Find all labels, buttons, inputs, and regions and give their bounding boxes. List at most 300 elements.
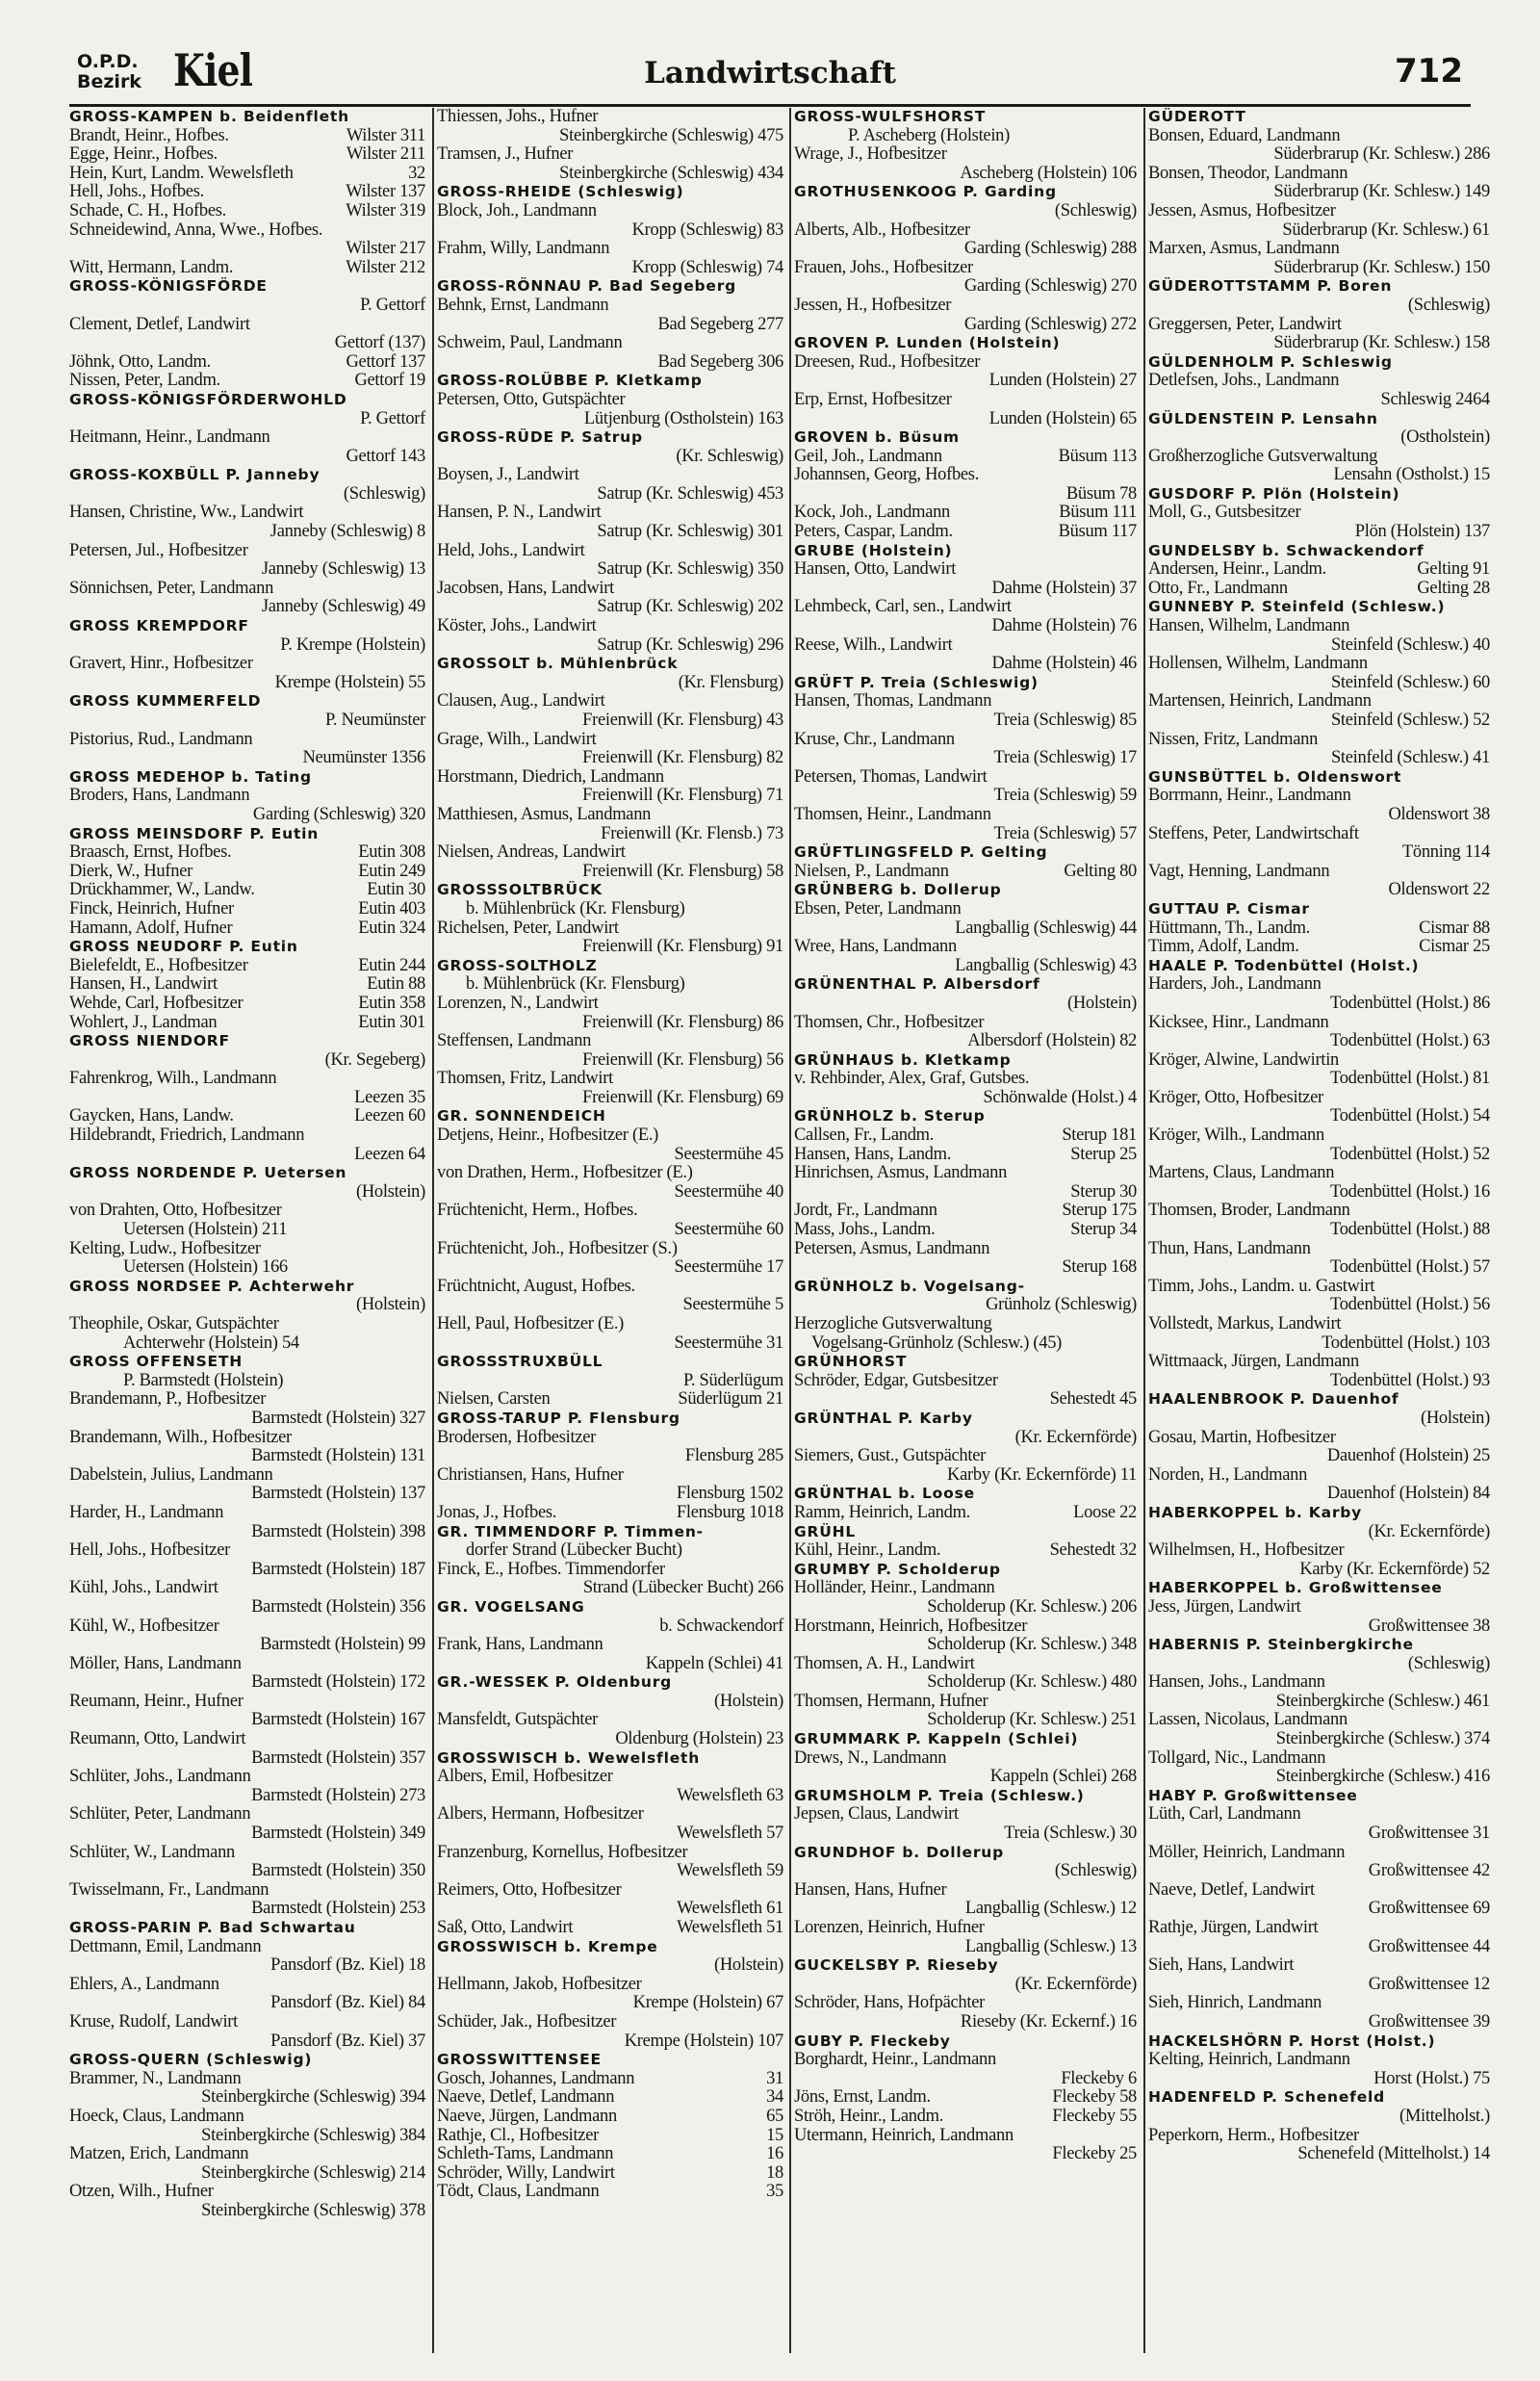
entry-location-phone: Freienwill (Kr. Flensburg) 69 — [578, 1089, 783, 1108]
entry-line — [794, 1258, 1139, 1278]
entry-text: Egge, Heinr., Hofbes. — [69, 145, 218, 165]
entry-text: GRÜNHOLZ b. Sterup — [794, 1107, 986, 1126]
entry-text: GROTHUSENKOOG P. Garding — [794, 183, 1057, 201]
entry-text: Drews, N., Landmann — [794, 1748, 947, 1768]
entry-location-phone: Albersdorf (Holstein) 82 — [963, 1032, 1137, 1051]
entry-text: Schüder, Jak., Hofbesitzer — [437, 2012, 617, 2032]
entry-line — [437, 259, 785, 278]
entry-line — [69, 410, 427, 429]
entry-line — [69, 655, 427, 674]
entry-line — [794, 2051, 1139, 2070]
entry-text: Lorenzen, N., Landwirt — [437, 994, 599, 1013]
entry-line — [1148, 938, 1492, 957]
entry-location-phone: (Kr. Schleswig) — [672, 448, 783, 467]
entry-text: GROSS NORDENDE P. Uetersen — [69, 1164, 347, 1182]
place-heading — [437, 1410, 785, 1429]
entry-line — [69, 1636, 427, 1655]
entry-line — [437, 1636, 785, 1655]
place-heading — [69, 825, 427, 844]
entry-line — [794, 1862, 1139, 1881]
entry-line — [1148, 1956, 1492, 1976]
entry-text: Dierk, W., Hufner — [69, 862, 192, 881]
entry-location-phone: Barmstedt (Holstein) 349 — [247, 1825, 425, 1844]
place-heading — [1148, 768, 1492, 788]
entry-text: Tödt, Claus, Landmann — [437, 2183, 600, 2202]
place-heading — [1148, 598, 1492, 617]
entry-text: Herzogliche Gutsverwaltung — [794, 1315, 992, 1333]
entry-line — [69, 1730, 427, 1749]
entry-text: Reumann, Heinr., Hufner — [69, 1692, 244, 1711]
entry-line — [1148, 240, 1492, 259]
entry-line — [794, 1334, 1139, 1354]
entry-location-phone: Dauenhof (Holstein) 25 — [1323, 1447, 1490, 1466]
entry-location-phone: Pansdorf (Bz. Kiel) 37 — [267, 2032, 425, 2052]
entry-location-phone: Barmstedt (Holstein) 99 — [256, 1636, 425, 1655]
entry-text: Uetersen (Holstein) 166 — [123, 1258, 288, 1278]
entry-location-phone: Scholderup (Kr. Schlesw.) 206 — [923, 1598, 1137, 1618]
place-heading — [1148, 542, 1492, 561]
entry-location-phone: Großwittensee 39 — [1365, 2013, 1490, 2032]
entry-line — [437, 1561, 785, 1580]
entry-text: Brammer, N., Landmann — [69, 2069, 242, 2088]
entry-line — [794, 202, 1139, 221]
entry-location-phone: Lunden (Holstein) 27 — [986, 372, 1137, 391]
entry-line — [794, 240, 1139, 259]
entry-line — [437, 1956, 785, 1976]
entry-location-phone: Großwittensee 38 — [1365, 1618, 1490, 1637]
entry-location-phone: Süderbrarup (Kr. Schlesw.) 61 — [1278, 221, 1490, 241]
entry-line — [69, 731, 427, 750]
entry-location-phone: Großwittensee 12 — [1365, 1976, 1490, 1995]
entry-line — [1148, 1976, 1492, 1995]
entry-location-phone: Barmstedt (Holstein) 137 — [247, 1485, 425, 1504]
entry-location-phone: Todenbüttel (Holst.) 81 — [1326, 1070, 1490, 1089]
entry-text: Schade, C. H., Hofbes. — [69, 201, 226, 220]
entry-location-phone: Dahme (Holstein) 46 — [988, 655, 1137, 674]
entry-line — [794, 995, 1139, 1014]
entry-text: Mansfeldt, Gutspächter — [437, 1711, 599, 1730]
entry-line — [437, 1372, 785, 1391]
entry-text: Thomsen, Hermann, Hufner — [794, 1692, 988, 1711]
entry-text: Kröger, Otto, Hofbesitzer — [1148, 1088, 1323, 1107]
place-heading — [794, 975, 1139, 995]
district-city: Kiel — [173, 44, 253, 96]
entry-text: Block, Joh., Landmann — [437, 201, 597, 220]
entry-line — [437, 1693, 785, 1712]
entry-text: Gosch, Johannes, Landmann — [437, 2069, 635, 2088]
entry-text: Wree, Hans, Landmann — [794, 938, 957, 957]
entry-line — [794, 259, 1139, 278]
entry-location-phone: Satrup (Kr. Schleswig) 350 — [593, 560, 783, 580]
entry-line — [794, 1202, 1139, 1221]
entry-location-phone: Scholderup (Kr. Schlesw.) 251 — [923, 1711, 1137, 1730]
entry-line — [437, 542, 785, 561]
entry-location-phone: Todenbüttel (Holst.) 86 — [1326, 995, 1490, 1014]
entry-location-phone: Garding (Schleswig) 270 — [961, 277, 1137, 297]
entry-location-phone: 16 — [762, 2145, 783, 2164]
entry-location-phone: Eutin 30 — [363, 881, 425, 900]
place-heading — [794, 1051, 1139, 1071]
entry-line — [69, 712, 427, 731]
entry-line — [1148, 1598, 1492, 1618]
entry-line — [437, 712, 785, 731]
entry-line — [437, 2013, 785, 2032]
entry-line — [69, 1014, 427, 1033]
entry-text: GRUMMARK P. Kappeln (Schlei) — [794, 1730, 1079, 1748]
entry-location-phone: Sterup 25 — [1066, 1146, 1137, 1165]
entry-line — [69, 504, 427, 523]
entry-line — [1148, 334, 1492, 353]
entry-text: Twisselmann, Fr., Landmann — [69, 1880, 270, 1900]
entry-line — [437, 391, 785, 410]
entry-line — [1148, 165, 1492, 184]
entry-line — [1148, 466, 1492, 485]
entry-line — [794, 825, 1139, 844]
entry-text: Köster, Johs., Landwirt — [437, 617, 597, 636]
entry-location-phone: Horst (Holst.) 75 — [1370, 2070, 1490, 2089]
entry-location-phone: Steinbergkirche (Schleswig) 475 — [555, 127, 783, 146]
entry-line — [437, 523, 785, 542]
entry-line — [437, 2070, 785, 2089]
entry-text: Hansen, Wilhelm, Landmann — [1148, 617, 1350, 636]
entry-line — [69, 1881, 427, 1901]
entry-location-phone: Freienwill (Kr. Flensburg) 86 — [578, 1014, 783, 1033]
entry-line — [437, 1862, 785, 1881]
entry-location-phone: Steinbergkirche (Schlesw.) 416 — [1272, 1768, 1490, 1787]
entry-line — [1148, 1164, 1492, 1183]
entry-line — [437, 1126, 785, 1146]
entry-line — [1148, 259, 1492, 278]
entry-text: Rathje, Jürgen, Landwirt — [1148, 1919, 1319, 1937]
entry-line — [794, 1673, 1139, 1693]
entry-line — [437, 1164, 785, 1183]
place-heading — [794, 1844, 1139, 1863]
entry-line — [437, 1787, 785, 1806]
entry-location-phone: 15 — [762, 2127, 783, 2146]
entry-location-phone: Garding (Schleswig) 320 — [249, 806, 425, 825]
entry-location-phone: Barmstedt (Holstein) 356 — [247, 1598, 425, 1618]
entry-location-phone: Fleckeby 58 — [1048, 2088, 1137, 2108]
entry-text: GRÜFTLINGSFELD P. Gelting — [794, 843, 1048, 862]
entry-text: GRÜNTHAL b. Loose — [794, 1485, 975, 1503]
entry-line — [1148, 428, 1492, 448]
entry-line — [69, 1862, 427, 1881]
entry-line — [1148, 448, 1492, 467]
entry-location-phone: (Holstein) — [352, 1296, 425, 1315]
entry-location-phone: Gettorf 19 — [350, 372, 425, 391]
entry-text: Reimers, Otto, Hofbesitzer — [437, 1880, 622, 1900]
entry-line — [69, 1938, 427, 1957]
entry-line — [69, 2127, 427, 2146]
entry-line — [794, 1146, 1139, 1165]
entry-line — [1148, 1183, 1492, 1203]
entry-text: Holländer, Heinr., Landmann — [794, 1579, 995, 1598]
entry-line — [794, 1221, 1139, 1240]
entry-location-phone: Schenefeld (Mittelholst.) 14 — [1294, 2145, 1490, 2164]
place-heading — [794, 1787, 1139, 1806]
place-heading — [794, 674, 1139, 693]
entry-line — [437, 1900, 785, 1919]
entry-line — [1148, 1938, 1492, 1957]
entry-line — [794, 297, 1139, 316]
entry-line — [69, 183, 427, 202]
entry-location-phone: 18 — [762, 2164, 783, 2184]
entry-line — [1148, 1994, 1492, 2013]
entry-text: Naeve, Detlef, Landwirt — [1148, 1880, 1315, 1900]
entry-text: Möller, Heinrich, Landmann — [1148, 1843, 1346, 1862]
entry-text: Erp, Ernst, Hofbesitzer — [794, 390, 952, 409]
entry-text: Frahm, Willy, Landmann — [437, 240, 610, 259]
entry-line — [69, 1523, 427, 1542]
entry-text: Kröger, Alwine, Landwirtin — [1148, 1050, 1339, 1070]
place-heading — [1148, 108, 1492, 127]
entry-location-phone: Freienwill (Kr. Flensburg) 43 — [578, 712, 783, 731]
entry-text: Reese, Wilh., Landwirt — [794, 635, 953, 655]
place-heading — [1148, 2088, 1492, 2108]
entry-location-phone: Todenbüttel (Holst.) 88 — [1326, 1221, 1490, 1240]
entry-text: GROSS-SOLTHOLZ — [437, 956, 598, 974]
entry-line — [437, 1541, 785, 1561]
entry-location-phone: Flensburg 285 — [681, 1447, 783, 1466]
entry-line — [437, 1089, 785, 1108]
entry-line — [1148, 580, 1492, 599]
entry-line — [69, 1051, 427, 1071]
entry-text: Petersen, Otto, Gutspächter — [437, 390, 626, 409]
entry-text: GRÜNHOLZ b. Vogelsang- — [794, 1277, 1025, 1295]
entry-line — [794, 145, 1139, 165]
place-heading — [1148, 353, 1492, 373]
entry-line — [69, 448, 427, 467]
entry-line — [69, 202, 427, 221]
entry-text: HABERNIS P. Steinbergkirche — [1148, 1636, 1414, 1654]
entry-text: GROSS-ROLÜBBE P. Kletkamp — [437, 372, 703, 390]
entry-text: GROSSWISCH b. Wewelsfleth — [437, 1748, 701, 1767]
entry-line — [69, 674, 427, 693]
entry-text: GROSS-KAMPEN b. Beidenfleth — [69, 108, 349, 125]
entry-location-phone: 65 — [762, 2108, 783, 2127]
entry-text: Hell, Johs., Hofbes. — [69, 183, 204, 202]
entry-text: Kock, Joh., Landmann — [794, 504, 951, 523]
entry-text: GRÜNENTHAL P. Albersdorf — [794, 975, 1040, 994]
entry-location-phone: (Mittelholst.) — [1396, 2108, 1490, 2127]
entry-location-phone: Pansdorf (Bz. Kiel) 84 — [267, 1994, 425, 2013]
entry-text: Kelting, Ludw., Hofbesitzer — [69, 1239, 261, 1258]
place-heading — [1148, 1579, 1492, 1598]
entry-text: Kühl, Heinr., Landm. — [794, 1541, 941, 1561]
place-heading — [1148, 1787, 1492, 1806]
entry-location-phone: Langballig (Schlesw.) 13 — [962, 1938, 1137, 1957]
entry-line — [437, 2088, 785, 2108]
entry-text: Petersen, Jul., Hofbesitzer — [69, 541, 248, 560]
entry-line — [794, 1070, 1139, 1089]
entry-text: Hansen, Otto, Landwirt — [794, 560, 957, 580]
place-heading — [437, 1353, 785, 1372]
entry-text: Otto, Fr., Landmann — [1148, 579, 1288, 598]
entry-line — [437, 674, 785, 693]
entry-location-phone: Seestermühe 60 — [671, 1221, 783, 1240]
entry-location-phone: Lütjenburg (Ostholstein) 163 — [580, 410, 783, 429]
place-heading — [437, 428, 785, 448]
place-heading — [69, 277, 427, 297]
entry-line — [69, 806, 427, 825]
entry-line — [69, 1429, 427, 1448]
entry-line — [69, 2108, 427, 2127]
entry-line — [69, 1579, 427, 1598]
place-heading — [437, 1523, 785, 1542]
entry-text: Hildebrandt, Friedrich, Landmann — [69, 1126, 305, 1146]
entry-line — [794, 2145, 1139, 2164]
entry-text: Sieh, Hinrich, Landmann — [1148, 1994, 1322, 2013]
entry-text: Schlüter, Johs., Landmann — [69, 1768, 251, 1787]
entry-location-phone: Todenbüttel (Holst.) 52 — [1326, 1146, 1490, 1165]
entry-line — [1148, 1315, 1492, 1334]
entry-line — [1148, 843, 1492, 863]
entry-text: Finck, E., Hofbes. Timmendorfer — [437, 1560, 665, 1579]
entry-line — [794, 1881, 1139, 1901]
entry-line — [437, 448, 785, 467]
entry-text: Alberts, Alb., Hofbesitzer — [794, 220, 970, 240]
entry-text: Horstmann, Heinrich, Hofbesitzer — [794, 1617, 1028, 1636]
entry-location-phone: Rieseby (Kr. Eckernf.) 16 — [957, 2013, 1137, 2032]
entry-line — [437, 560, 785, 580]
entry-location-phone: Treia (Schleswig) 17 — [990, 749, 1138, 768]
entry-text: GROSS NEUDORF P. Eutin — [69, 938, 298, 956]
entry-line — [794, 655, 1139, 674]
entry-text: Ramm, Heinrich, Landm. — [794, 1503, 970, 1522]
entry-line — [794, 2108, 1139, 2127]
place-heading — [794, 1523, 1139, 1542]
entry-text: Hansen, H., Landwirt — [69, 975, 218, 995]
entry-text: Schlüter, Peter, Landmann — [69, 1805, 251, 1825]
entry-text: Schlüter, W., Landmann — [69, 1843, 235, 1862]
entry-text: GRÜNHAUS b. Kletkamp — [794, 1050, 1012, 1069]
entry-text: Broders, Hans, Landmann — [69, 787, 250, 806]
place-heading — [1148, 1636, 1492, 1655]
entry-location-phone: Barmstedt (Holstein) 357 — [247, 1749, 425, 1769]
entry-line — [69, 2164, 427, 2184]
place-heading — [69, 617, 427, 636]
entry-line — [437, 580, 785, 599]
place-heading — [69, 2051, 427, 2070]
entry-text: Martensen, Heinrich, Landmann — [1148, 692, 1372, 712]
entry-line — [1148, 1146, 1492, 1165]
entry-line — [69, 1673, 427, 1693]
place-heading — [69, 391, 427, 410]
entry-location-phone: Loose 22 — [1069, 1504, 1137, 1523]
entry-text: P. Ascheberg (Holstein) — [848, 126, 1010, 145]
entry-text: GRÜNBERG b. Dollerup — [794, 881, 1002, 899]
entry-text: GROSS-WULFSHORST — [794, 108, 987, 125]
entry-location-phone: Kropp (Schleswig) 74 — [629, 259, 783, 278]
entry-text: GRÜHL — [794, 1522, 857, 1540]
entry-line — [1148, 1881, 1492, 1901]
place-heading — [69, 938, 427, 957]
entry-location-phone: Schleswig 2464 — [1377, 391, 1490, 410]
entry-text: Hell, Paul, Hofbesitzer (E.) — [437, 1315, 625, 1333]
entry-text: Früchtenicht, Joh., Hofbesitzer (S.) — [437, 1239, 678, 1258]
entry-location-phone: Barmstedt (Holstein) 187 — [247, 1561, 425, 1580]
entry-text: Christiansen, Hans, Hufner — [437, 1465, 624, 1485]
entry-text: Tollgard, Nic., Landmann — [1148, 1748, 1326, 1768]
entry-line — [794, 617, 1139, 636]
entry-text: Reumann, Otto, Landwirt — [69, 1730, 246, 1749]
entry-text: GROSS-PARIN P. Bad Schwartau — [69, 1919, 356, 1936]
entry-line — [1148, 975, 1492, 995]
entry-location-phone: Satrup (Kr. Schleswig) 296 — [593, 636, 783, 656]
entry-location-phone: Großwittensee 44 — [1365, 1938, 1490, 1957]
entry-line — [69, 881, 427, 900]
entry-line — [69, 1296, 427, 1315]
entry-line — [437, 636, 785, 656]
entry-text: Dettmann, Emil, Landmann — [69, 1937, 262, 1956]
entry-line — [1148, 504, 1492, 523]
entry-text: Steffens, Peter, Landwirtschaft — [1148, 824, 1359, 843]
entry-text: Dreesen, Rud., Hofbesitzer — [794, 352, 981, 372]
entry-line — [69, 863, 427, 882]
entry-text: Uetersen (Holstein) 211 — [123, 1221, 288, 1240]
entry-line — [1148, 1655, 1492, 1674]
entry-text: Matzen, Erich, Landmann — [69, 2145, 249, 2164]
entry-text: Vollstedt, Markus, Landwirt — [1148, 1315, 1342, 1333]
entry-line — [69, 1655, 427, 1674]
entry-text: Wilhelmsen, H., Hofbesitzer — [1148, 1541, 1345, 1561]
entry-line — [437, 2032, 785, 2052]
entry-location-phone: Karby (Kr. Eckernförde) 11 — [943, 1466, 1137, 1486]
entry-line — [437, 316, 785, 335]
entry-line — [794, 749, 1139, 768]
entry-location-phone: Süderbrarup (Kr. Schlesw.) 149 — [1270, 183, 1490, 202]
entry-line — [69, 2183, 427, 2202]
entry-line — [437, 1014, 785, 1033]
entry-location-phone: Eutin 301 — [354, 1014, 425, 1033]
entry-line — [437, 1919, 785, 1938]
place-heading — [1148, 900, 1492, 919]
entry-line — [1148, 1749, 1492, 1769]
entry-line — [1148, 183, 1492, 202]
entry-line — [69, 1561, 427, 1580]
entry-text: Jöns, Ernst, Landm. — [794, 2088, 931, 2108]
entry-line — [69, 1618, 427, 1637]
entry-line — [69, 1240, 427, 1259]
entry-line — [437, 1976, 785, 1995]
entry-text: von Drahten, Otto, Hofbesitzer — [69, 1202, 282, 1221]
entry-text: Vogelsang-Grünholz (Schlesw.) (45) — [811, 1333, 1063, 1353]
entry-line — [794, 1429, 1139, 1448]
entry-text: Brandt, Heinr., Hofbes. — [69, 126, 229, 145]
entry-location-phone: (Schleswig) — [1404, 297, 1490, 316]
entry-text: Held, Johs., Landwirt — [437, 541, 585, 560]
entry-line — [794, 1372, 1139, 1391]
entry-location-phone: Todenbüttel (Holst.) 103 — [1318, 1334, 1490, 1354]
entry-line — [69, 542, 427, 561]
entry-text: Petersen, Asmus, Landmann — [794, 1239, 990, 1258]
entry-text: Schneidewind, Anna, Wwe., Hofbes. — [69, 220, 323, 240]
entry-line — [437, 900, 785, 919]
entry-location-phone: Sterup 34 — [1066, 1221, 1137, 1240]
page-number: 712 — [1395, 52, 1463, 91]
entry-line — [794, 1447, 1139, 1466]
entry-text: Hansen, Johs., Landmann — [1148, 1673, 1325, 1693]
entry-text: Ehlers, A., Landmann — [69, 1975, 219, 1994]
entry-location-phone: Wilster 212 — [342, 259, 425, 278]
entry-line — [437, 768, 785, 788]
entry-text: Horstmann, Diedrich, Landmann — [437, 767, 664, 787]
entry-text: Clausen, Aug., Landwirt — [437, 692, 605, 712]
entry-location-phone: Wilster 217 — [342, 240, 425, 259]
entry-line — [794, 580, 1139, 599]
entry-text: Nielsen, Carsten — [437, 1390, 551, 1410]
entry-line — [437, 787, 785, 806]
